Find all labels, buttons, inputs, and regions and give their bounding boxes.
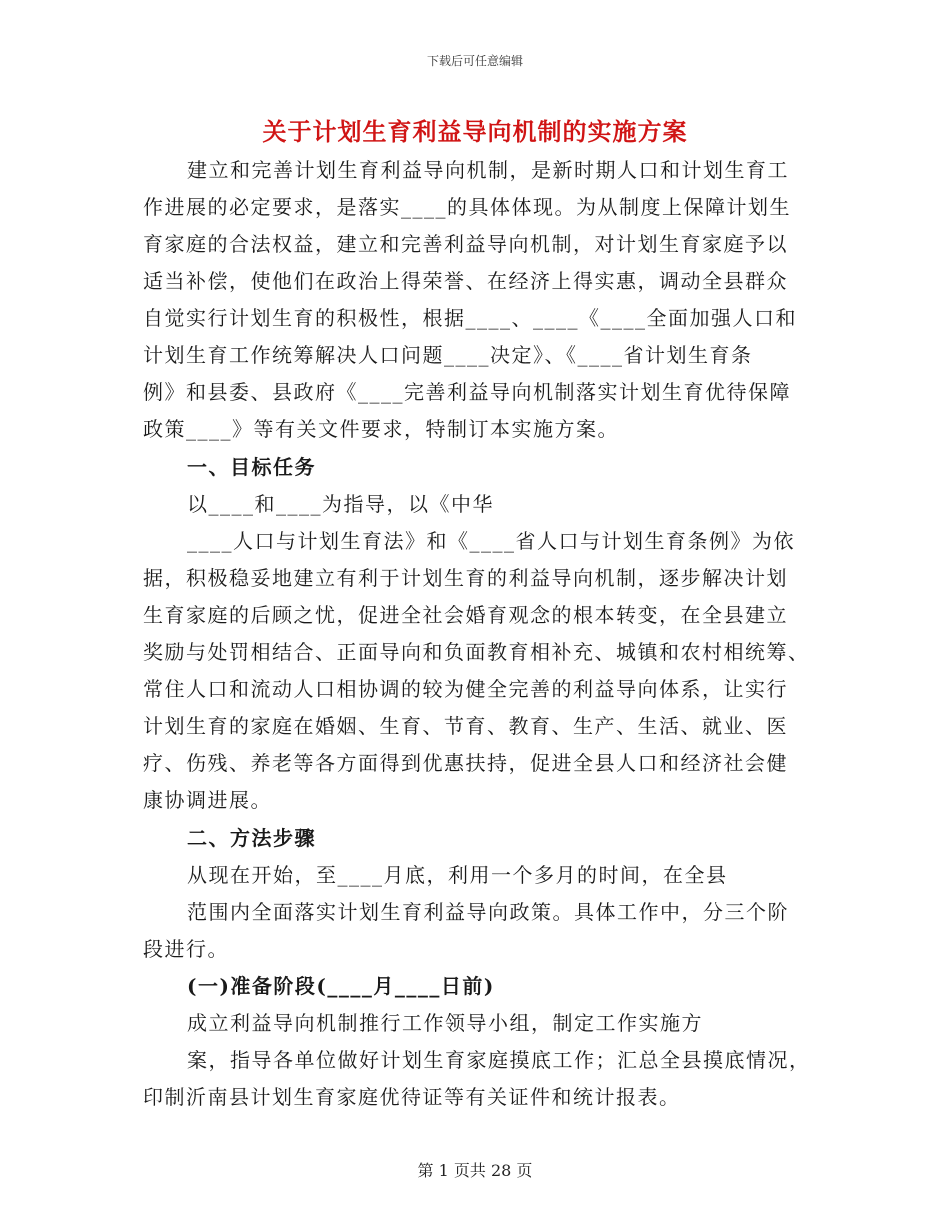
body-line: 疗、伤残、养老等各方面得到优惠扶持，促进全县人口和经济社会健 [143, 751, 788, 775]
body-line: 据，积极稳妥地建立有利于计划生育的利益导向机制，逐步解决计划 [143, 566, 788, 590]
section-heading: 一、目标任务 [187, 455, 316, 479]
body-line: 以____和____为指导，以《中华 [187, 492, 494, 516]
body-line: 范围内全面落实计划生育利益导向政策。具体工作中，分三个阶 [187, 900, 789, 924]
body-line: ____人口与计划生育法》和《____省人口与计划生育条例》为依 [187, 529, 795, 553]
body-line: 自觉实行计划生育的积极性，根据____、____《____全面加强人口和 [143, 306, 797, 330]
body-line: 印制沂南县计划生育家庭优待证等有关证件和统计报表。 [143, 1085, 681, 1109]
header-note: 下载后可任意编辑 [426, 54, 523, 68]
body-line: 计划生育的家庭在婚姻、生育、节育、教育、生产、生活、就业、医 [143, 714, 788, 738]
document-title: 关于计划生育利益导向机制的实施方案 [262, 117, 688, 146]
body-line: 计划生育工作统筹解决人口问题____决定》、《____省计划生育条 [143, 343, 753, 367]
body-line: 适当补偿，使他们在政治上得荣誉、在经济上得实惠，调动全县群众 [143, 269, 788, 293]
section-heading: 二、方法步骤 [187, 826, 316, 850]
body-line: 政策____》等有关文件要求，特制订本实施方案。 [143, 417, 619, 441]
body-line: 生育家庭的后顾之忧，促进全社会婚育观念的根本转变，在全县建立 [143, 603, 788, 627]
body-line: 段进行。 [143, 937, 229, 961]
body-line: 育家庭的合法权益，建立和完善利益导向机制，对计划生育家庭予以 [143, 232, 788, 256]
subsection-heading: (一)准备阶段(____月____日前) [187, 974, 495, 998]
body-line: 例》和县委、县政府《____完善利益导向机制落实计划生育优待保障 [143, 380, 791, 404]
body-line: 建立和完善计划生育利益导向机制，是新时期人口和计划生育工 [187, 158, 789, 182]
body-line: 作进展的必定要求，是落实____的具体体现。为从制度上保障计划生 [143, 195, 791, 219]
body-line: 常住人口和流动人口相协调的较为健全完善的利益导向体系，让实行 [143, 677, 788, 701]
body-line: 康协调进展。 [143, 788, 272, 812]
body-line: 成立利益导向机制推行工作领导小组，制定工作实施方 [187, 1011, 703, 1035]
body-line: 从现在开始，至____月底，利用一个多月的时间，在全县 [187, 863, 728, 887]
body-line: 奖励与处罚相结合、正面导向和负面教育相补充、城镇和农村相统筹、 [143, 640, 810, 664]
body-line: 案，指导各单位做好计划生育家庭摸底工作；汇总全县摸底情况， [187, 1048, 811, 1072]
page-footer: 第 1 页共 28 页 [417, 1161, 533, 1180]
